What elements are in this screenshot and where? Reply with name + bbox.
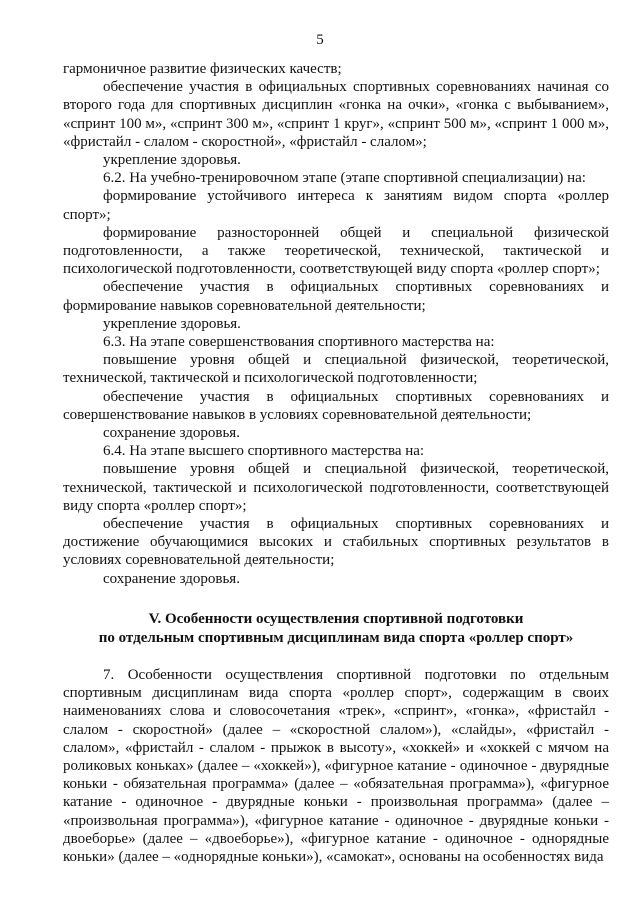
paragraph: 6.3. На этапе совершенствования спортивного мастерства на: xyxy=(103,334,495,351)
paragraph: укрепление здоровья. xyxy=(103,315,241,332)
paragraph: укрепление здоровья. xyxy=(103,152,241,169)
paragraph: сохранение здоровья. xyxy=(103,425,240,442)
paragraph: 6.2. На учебно-тренировочном этапе (этапе спортивной специализации) на: xyxy=(103,170,586,187)
page-number: 5 xyxy=(316,32,324,48)
paragraph: сохранение здоровья. xyxy=(103,570,240,587)
section-title xyxy=(63,610,609,648)
section-title-line-1: V. Особенности осуществления спортивной подготовки xyxy=(148,610,524,627)
paragraph: повышение уровня общей и специальной физической, теоретической, технической, тактической и психологической подготовленности; xyxy=(63,352,609,387)
paragraph: обеспечение участия в официальных спортивных соревнованиях и формирование навыков соревновательной деятельности; xyxy=(63,279,609,314)
paragraph: гармоничное развитие физических качеств; xyxy=(63,61,342,77)
paragraph: формирование устойчивого интереса к занятиям видом спорта «роллер спорт»; xyxy=(63,188,609,223)
paragraph: 7. Особенности осуществления спортивной подготовки по отдельным спортивным дисциплинам вида спорта «роллер спорт», содержащим в своих наименованиях слова и словосочетания «трек», «спринт», «гонка», «фристайл - слалом - скоростной» (далее – «скоростной слалом»), «слайды», «фристайл - слалом», «фристайл - слалом - прыжок в высоту», «хоккей» и «хоккей с мячом на роликовых коньках» (далее – «хоккей»), «фигурное катание - одиночное - двурядные коньки - обязательная программа» (далее – «обязательная программа»), «фигурное катание - одиночное - двурядные коньки - произвольная программа» (далее – «произвольная программа»), «фигурное катание - одиночное - двурядные коньки - двоеборье» (далее – «двоеборье»), «фигурное катание - одиночное - однорядные коньки» (далее – «однорядные коньки»), «самокат», основаны на особенностях вида xyxy=(63,666,609,865)
paragraph: обеспечение участия в официальных спортивных соревнованиях и совершенствование навыков в условиях соревновательной деятельности; xyxy=(63,388,609,423)
paragraph: повышение уровня общей и специальной физической, теоретической, технической, тактической и психологической подготовленности, соответствующей виду спорта «роллер спорт»; xyxy=(63,461,609,514)
paragraph: 6.4. На этапе высшего спортивного мастерства на: xyxy=(103,443,425,460)
section-title-line-2: по отдельным спортивным дисциплинам вида спорта «роллер спорт» xyxy=(98,629,574,646)
paragraph: обеспечение участия в официальных спортивных соревнованиях и достижение обучающимися высоких и стабильных спортивных результатов в условиях соревновательной деятельности; xyxy=(63,516,609,569)
document-body xyxy=(63,60,609,866)
paragraph: обеспечение участия в официальных спортивных соревнованиях начиная со второго года для спортивных дисциплин «гонка на очки», «гонка с выбыванием», «спринт 100 м», «спринт 300 м», «спринт 1 круг», «спринт 500 м», «спринт 1 000 м», «фристайл - слалом - скоростной», «фристайл - слалом»; xyxy=(63,79,609,150)
paragraph: формирование разносторонней общей и специальной физической подготовленности, а также теоретической, технической, тактической и психологической подготовленности, соответствующей виду спорта «роллер спорт»; xyxy=(63,224,609,278)
